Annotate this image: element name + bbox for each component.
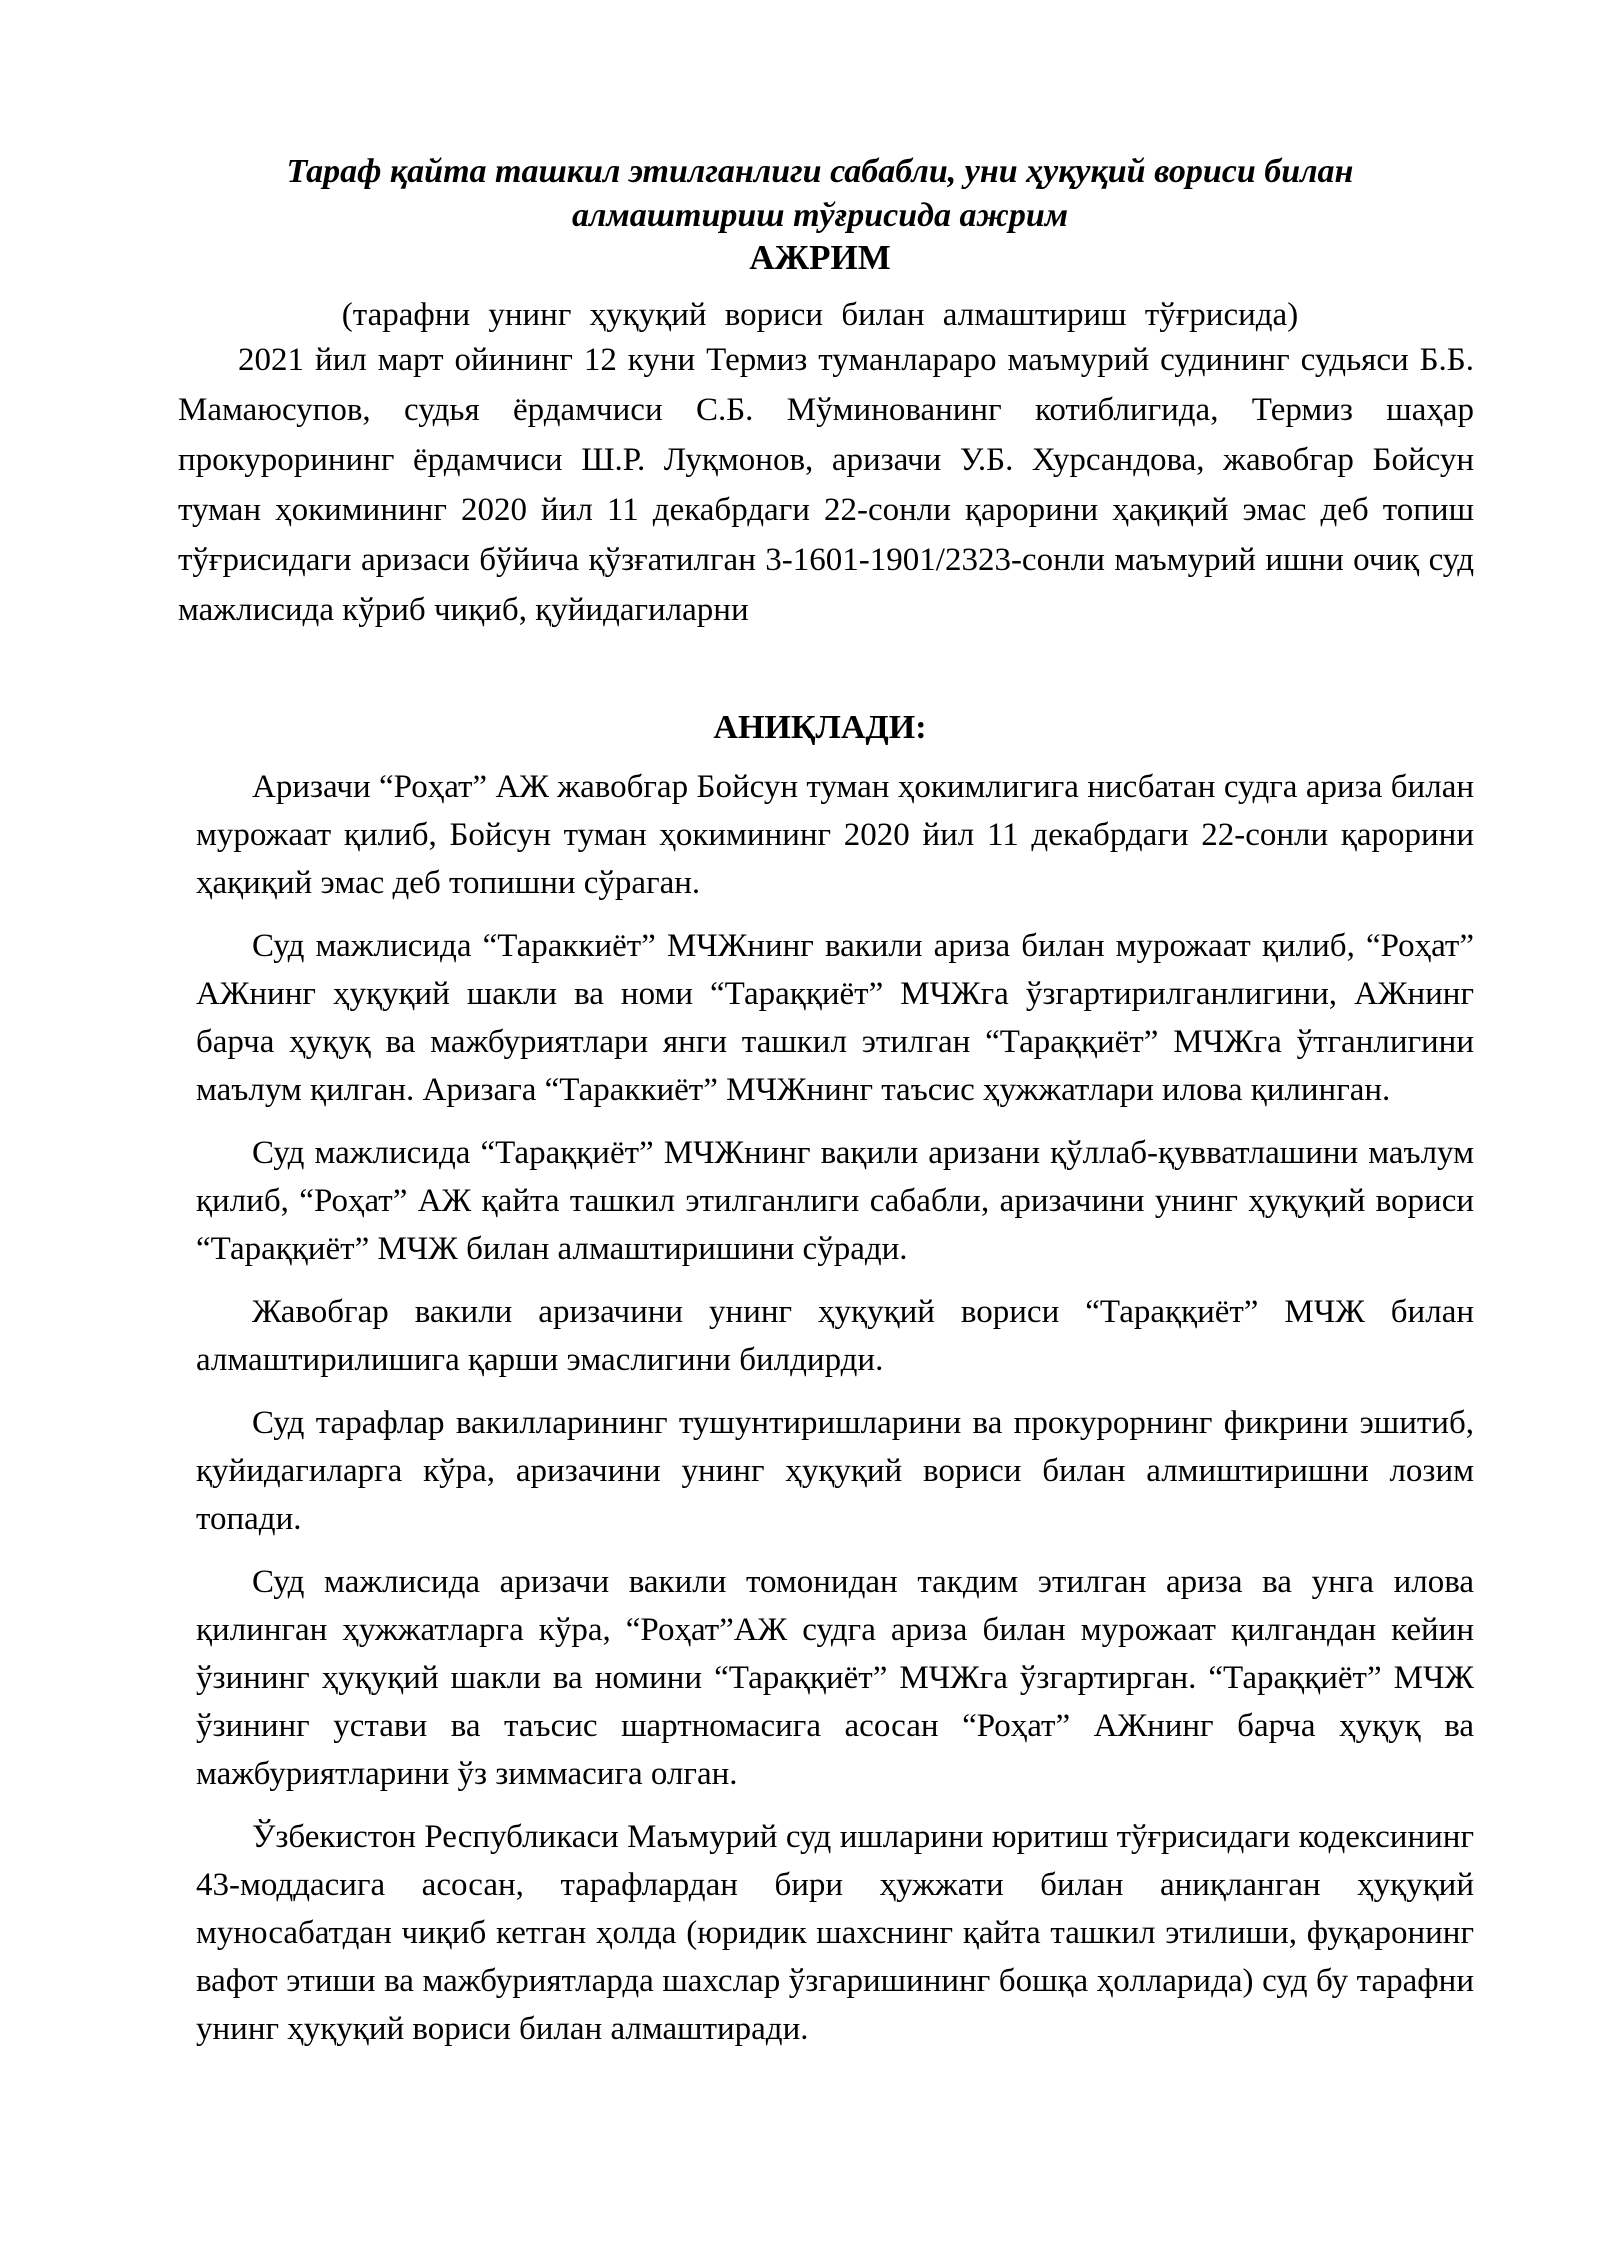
document-body [196, 763, 1474, 2068]
document-title: Тараф қайта ташкил этилганлиги сабабли, уни ҳуқуқий вориси билан алмаштириш тўғрисида ажрим [286, 153, 1354, 234]
section-heading: АНИҚЛАДИ: [713, 709, 927, 746]
body-paragraph: Суд тарафлар вакилларининг тушунтиришларини ва прокурорнинг фикрини эшитиб, қуйидагиларга кўра, аризачини унинг ҳуқуқий вориси билан алмиштиришни лозим топади. [196, 1405, 1474, 1537]
intro-paragraph: 2021 йил март ойининг 12 куни Термиз туманлараро маъмурий судининг судьяси Б.Б. Мамаюсупов, судья ёрдамчиси С.Б. Мўминованинг котиблигида, Термиз шаҳар прокурорининг ёрдамчиси Ш.Р. Луқмонов, аризачи У.Б. Хурсандова, жавобгар Бойсун туман ҳокимининг 2020 йил 11 декабрдаги 22-сонли қарорини ҳақиқий эмас деб топиш тўғрисидаги аризаси бўйича қўзғатилган 3-1601-1901/2323-сонли маъмурий ишни очиқ суд мажлисида кўриб чиқиб, қуйидагиларни [178, 342, 1474, 628]
body-paragraph: Ўзбекистон Республикаси Маъмурий суд ишларини юритиш тўғрисидаги кодексининг 43-моддасига асосан, тарафлардан бири ҳужжати билан аниқланган ҳуқуқий муносабатдан чиқиб кетган ҳолда (юридик шахснинг қайта ташкил этилиши, фуқаронинг вафот этиши ва мажбуриятларда шахслар ўзгаришининг бошқа ҳолларида) суд бу тарафни унинг ҳуқуқий вориси билан алмаштиради. [196, 1819, 1474, 2047]
document-subheading: (тарафни унинг ҳуқуқий вориси билан алмаштириш тўғрисида) [341, 297, 1299, 333]
body-paragraph: Аризачи “Роҳат” АЖ жавобгар Бойсун туман ҳокимлигига нисбатан судга ариза билан мурожаат қилиб, Бойсун туман ҳокимининг 2020 йил 11 декабрдаги 22-сонли қарорини ҳақиқий эмас деб топишни сўраган. [196, 769, 1474, 901]
document-heading: АЖРИМ [749, 238, 891, 277]
body-paragraph: Суд мажлисида “Тараккиёт” МЧЖнинг вакили ариза билан мурожаат қилиб, “Роҳат” АЖнинг ҳуқуқий шакли ва номи “Тараққиёт” МЧЖга ўзгартирилганлигини, АЖнинг барча ҳуқуқ ва мажбуриятлари янги ташкил этилган “Тараққиёт” МЧЖга ўтганлигини маълум қилган. Аризага “Тараккиёт” МЧЖнинг таъсис ҳужжатлари илова қилинган. [196, 928, 1474, 1108]
body-paragraph: Суд мажлисида аризачи вакили томонидан такдим этилган ариза ва унга илова қилинган ҳужжатларга кўра, “Роҳат”АЖ судга ариза билан мурожаат қилгандан кейин ўзининг ҳуқуқий шакли ва номини “Тараққиёт” МЧЖга ўзгартирган. “Тараққиёт” МЧЖ ўзининг устави ва таъсис шартномасига асосан “Роҳат” АЖнинг барча ҳуқуқ ва мажбуриятларини ўз зиммасига олган. [196, 1564, 1474, 1792]
body-paragraph: Суд мажлисида “Тараққиёт” МЧЖнинг вақили аризани қўллаб-қувватлашини маълум қилиб, “Роҳат” АЖ қайта ташкил этилганлиги сабабли, аризачини унинг ҳуқуқий вориси “Тараққиёт” МЧЖ билан алмаштиришини сўради. [196, 1135, 1474, 1267]
body-paragraph: Жавобгар вакили аризачини унинг ҳуқуқий вориси “Тараққиёт” МЧЖ билан алмаштирилишига қарши эмаслигини билдирди. [196, 1294, 1474, 1378]
